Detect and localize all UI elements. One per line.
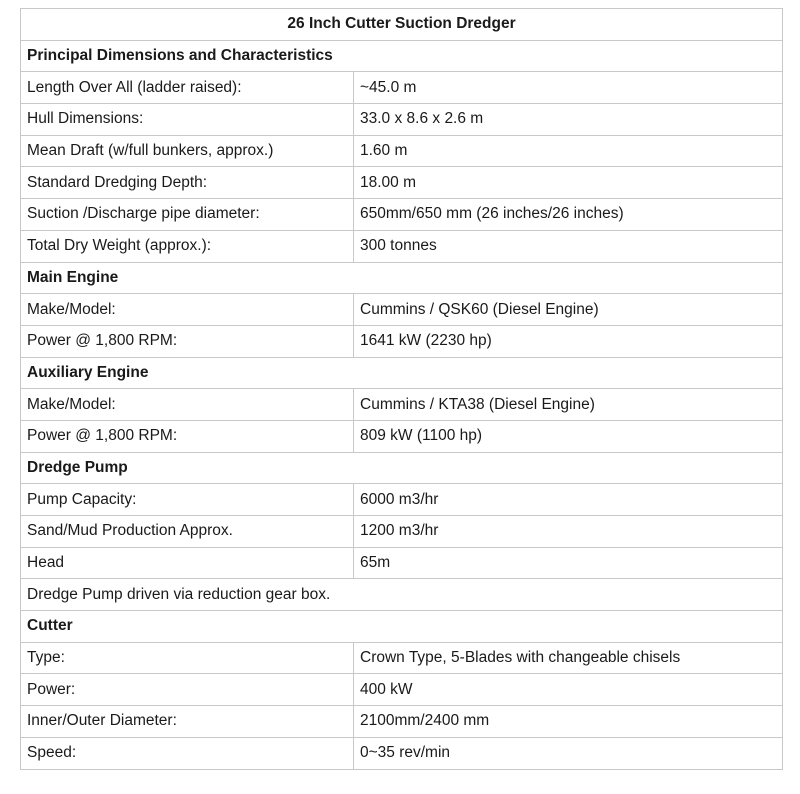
section-row — [21, 262, 783, 294]
table-row — [21, 484, 783, 516]
spec-label: Power @ 1,800 RPM: — [21, 325, 354, 357]
table-row — [21, 547, 783, 579]
spec-label: Sand/Mud Production Approx. — [21, 516, 354, 548]
table-row — [21, 104, 783, 136]
section-row — [21, 40, 783, 72]
spec-label: Speed: — [21, 737, 354, 769]
table-row — [21, 167, 783, 199]
spec-label: Total Dry Weight (approx.): — [21, 230, 354, 262]
spec-label: Standard Dredging Depth: — [21, 167, 354, 199]
spec-label: Type: — [21, 642, 354, 674]
note-row — [21, 579, 783, 611]
spec-label: Hull Dimensions: — [21, 104, 354, 136]
spec-label: Pump Capacity: — [21, 484, 354, 516]
spec-value: 0~35 rev/min — [354, 737, 783, 769]
section-heading-principal: Principal Dimensions and Characteristics — [21, 40, 783, 72]
section-heading-aux-engine: Auxiliary Engine — [21, 357, 783, 389]
spec-value: 18.00 m — [354, 167, 783, 199]
spec-value: 1.60 m — [354, 135, 783, 167]
section-row — [21, 452, 783, 484]
spec-label: Power: — [21, 674, 354, 706]
spec-value: 650mm/650 mm (26 inches/26 inches) — [354, 199, 783, 231]
spec-value: 809 kW (1100 hp) — [354, 420, 783, 452]
spec-value: Cummins / QSK60 (Diesel Engine) — [354, 294, 783, 326]
table-row — [21, 199, 783, 231]
spec-value: Crown Type, 5-Blades with changeable chisels — [354, 642, 783, 674]
spec-label: Mean Draft (w/full bunkers, approx.) — [21, 135, 354, 167]
spec-value: Cummins / KTA38 (Diesel Engine) — [354, 389, 783, 421]
spec-label: Power @ 1,800 RPM: — [21, 420, 354, 452]
table-row — [21, 294, 783, 326]
table-row — [21, 135, 783, 167]
spec-value: 6000 m3/hr — [354, 484, 783, 516]
table-row — [21, 389, 783, 421]
title-row — [21, 9, 783, 41]
spec-value: 300 tonnes — [354, 230, 783, 262]
spec-value: 2100mm/2400 mm — [354, 706, 783, 738]
table-title: 26 Inch Cutter Suction Dredger — [21, 9, 783, 41]
table-row — [21, 230, 783, 262]
table-row — [21, 737, 783, 769]
spec-value: 33.0 x 8.6 x 2.6 m — [354, 104, 783, 136]
table-row — [21, 706, 783, 738]
table-row — [21, 516, 783, 548]
spec-label: Suction /Discharge pipe diameter: — [21, 199, 354, 231]
spec-label: Inner/Outer Diameter: — [21, 706, 354, 738]
spec-value: 400 kW — [354, 674, 783, 706]
spec-value: 1200 m3/hr — [354, 516, 783, 548]
table-row — [21, 72, 783, 104]
spec-label: Make/Model: — [21, 294, 354, 326]
spec-value: 1641 kW (2230 hp) — [354, 325, 783, 357]
spec-value: 65m — [354, 547, 783, 579]
spec-table — [20, 8, 783, 770]
spec-label: Head — [21, 547, 354, 579]
section-heading-cutter: Cutter — [21, 611, 783, 643]
table-row — [21, 420, 783, 452]
section-heading-main-engine: Main Engine — [21, 262, 783, 294]
section-heading-dredge-pump: Dredge Pump — [21, 452, 783, 484]
section-row — [21, 357, 783, 389]
spec-label: Make/Model: — [21, 389, 354, 421]
dredge-pump-note: Dredge Pump driven via reduction gear box. — [21, 579, 783, 611]
spec-label: Length Over All (ladder raised): — [21, 72, 354, 104]
table-row — [21, 325, 783, 357]
section-row — [21, 611, 783, 643]
table-row — [21, 674, 783, 706]
table-row — [21, 642, 783, 674]
spec-value: ~45.0 m — [354, 72, 783, 104]
